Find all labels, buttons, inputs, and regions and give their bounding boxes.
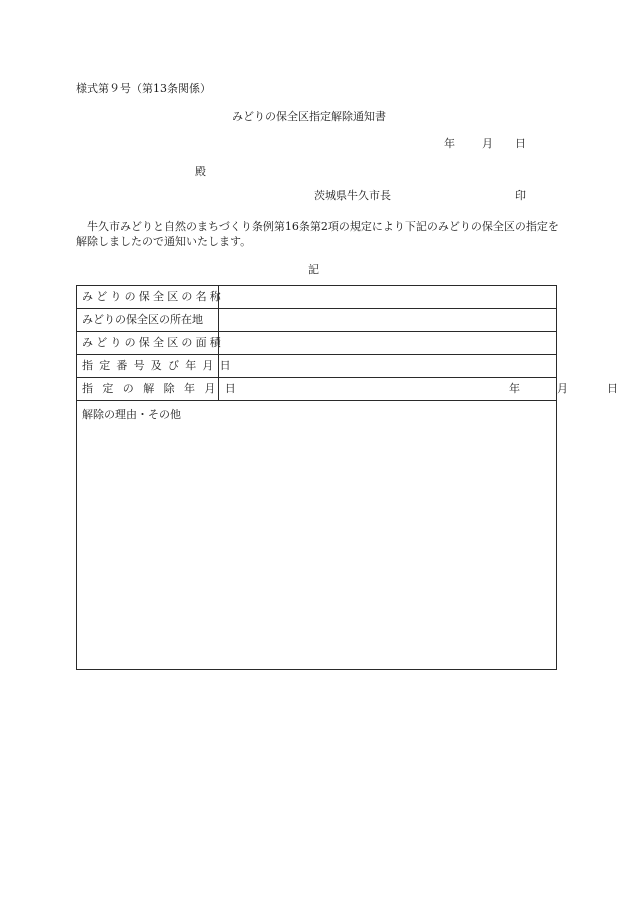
form-number: 様式第９号（第13条関係） [76,82,211,95]
table-row-value-area[interactable] [219,332,556,354]
table-row-value-name[interactable] [219,286,556,308]
table-row-area [77,332,556,355]
addressee-honorific: 殿 [195,165,206,178]
cancel-date-year-label: 年 [509,382,520,395]
table-row-cancel-date [77,378,618,401]
table-row-value-designation[interactable] [219,355,556,377]
table-row-value-cancel-date[interactable] [219,378,618,400]
date-month-label: 月 [482,137,493,150]
table-row-label: 指定番号及び年月日 [77,355,219,377]
reason-label: 解除の理由・その他 [82,408,181,421]
cancel-date-day-label: 日 [607,382,618,395]
table-row-name [77,286,556,309]
table-row-value-location[interactable] [219,309,556,331]
info-table [76,285,618,670]
table-row-label: みどりの保全区の所在地 [77,309,219,331]
date-year-label: 年 [444,137,455,150]
sender-name: 茨城県牛久市長 [314,189,391,202]
seal-mark: 印 [515,189,526,202]
date-day-label: 日 [515,137,526,150]
table-row-designation [77,355,556,378]
table-row-label: 指定の解除年月日 [77,378,219,400]
table-row-location [77,309,556,332]
cancel-date-month-label: 月 [557,382,568,395]
table-row-label: みどりの保全区の名称 [77,286,219,308]
notice-body-text: 牛久市みどりと自然のまちづくり条例第16条第2項の規定により下記のみどりの保全区の指定を解除しましたので通知いたします。 [76,220,559,248]
table-row-label: みどりの保全区の面積 [77,332,219,354]
ki-heading: 記 [308,263,319,276]
document-title: みどりの保全区指定解除通知書 [232,110,386,123]
